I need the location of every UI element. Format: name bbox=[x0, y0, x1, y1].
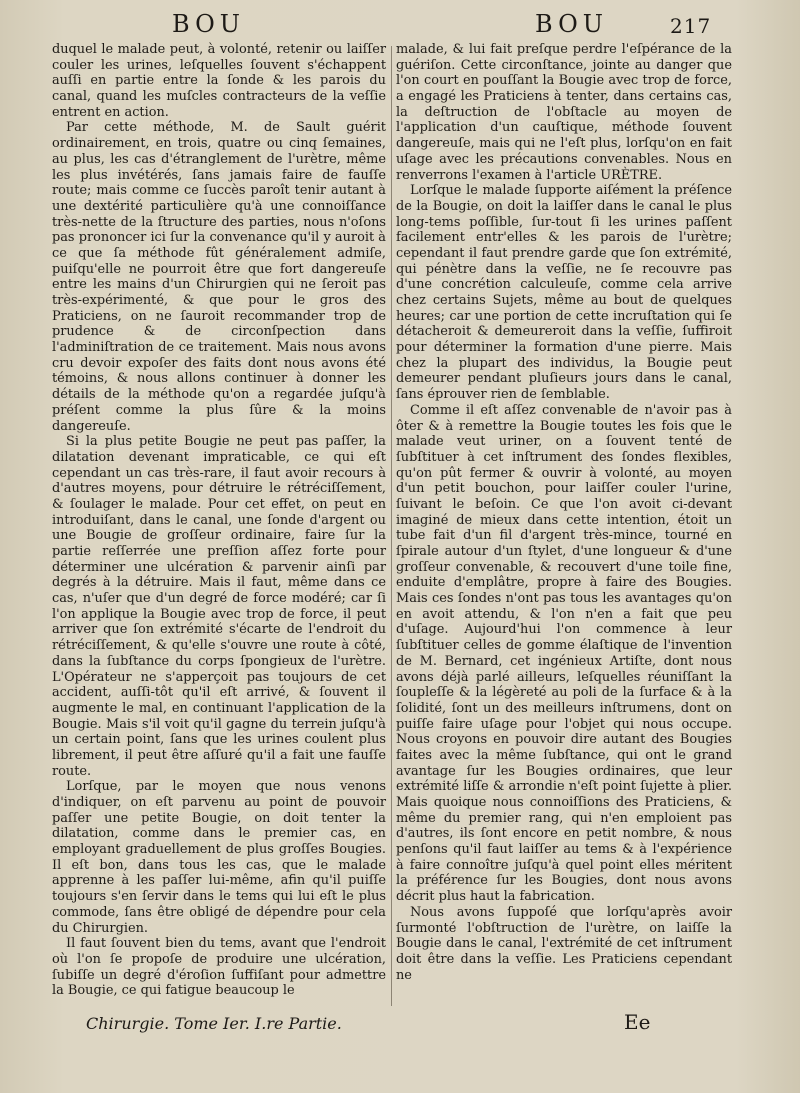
paragraph: Lorſque le malade ſupporte aiſément la préſence de la Bougie, on doit la laiſſer dans le canal le plus long-tems poſſible, ſur-tout ſi les urines paſſent facilement entr'elles & les parois de l'urètre; cependant il faut prendre garde que ſon extrémité, qui pénètre dans la veſſie, ne ſe recouvre pas d'une concrétion calculeuſe, comme cela arrive chez certains Sujets, même au bout de quelques heures; car une portion de cette incruſtation qui ſe détacheroit & demeureroit dans la veſſie, ſuffiroit pour déterminer la formation d'une pierre. Mais chez la plupart des individus, la Bougie peut demeurer pendant pluſieurs jours dans le canal, ſans éprouver rien de ſemblable. bbox=[396, 183, 732, 403]
signature-mark: Ee bbox=[624, 1010, 651, 1034]
paragraph: duquel le malade peut, à volonté, retenir ou laiſſer couler les urines, leſquelles ſouvent s'échappent auſſi en partie entre la ſonde & les parois du canal, quand les muſcles contracteurs de la veſſie entrent en action. bbox=[52, 42, 386, 120]
page-number: 217 bbox=[670, 14, 712, 38]
running-head-right: BOU bbox=[535, 10, 608, 38]
paragraph: Si la plus petite Bougie ne peut pas paſſer, la dilatation devenant impraticable, ce qui eſt cependant un cas très-rare, il faut avoir recours à d'autres moyens, pour détruire le rétréciſſement, & ſoulager le malade. Pour cet effet, on peut en introduiſant, dans le canal, une ſonde d'argent ou une Bougie de groſſeur ordinaire, faire ſur la partie reſſerrée une preſſion aſſez forte pour déterminer une ulcération & parvenir ainſi par degrés à la détruire. Mais il faut, même dans ce cas, n'uſer que d'un degré de force modéré; car ſi l'on applique la Bougie avec trop de force, il peut arriver que ſon extrémité s'écarte de l'endroit du rétréciſſement, & qu'elle s'ouvre une route à côté, dans la ſubſtance du corps ſpongieux de l'urètre. L'Opérateur ne s'apperçoit pas toujours de cet accident, auſſi-tôt qu'il eſt arrivé, & ſouvent il augmente le mal, en continuant l'application de la Bougie. Mais s'il voit qu'il gagne du terrein juſqu'à un certain point, ſans que les urines coulent plus librement, il peut être aſſuré qu'il a fait une fauſſe route. bbox=[52, 434, 386, 779]
paragraph: malade, & lui fait preſque perdre l'eſpérance de la guériſon. Cette circonſtance, jointe au danger que l'on court en pouſſant la Bougie avec trop de force, a engagé les Praticiens à tenter, dans certains cas, la deſtruction de l'obſtacle au moyen de l'application d'un cauſtique, méthode ſouvent dangereuſe, mais qui ne l'eſt plus, lorſqu'on en fait uſage avec les précautions convenables. Nous en renverrons l'examen à l'article URÈTRE. bbox=[396, 42, 732, 183]
column-divider bbox=[391, 46, 392, 1006]
right-column bbox=[396, 42, 732, 983]
paragraph: Par cette méthode, M. de Sault guérit ordinairement, en trois, quatre ou cinq ſemaines, au plus, les cas d'étranglement de l'urètre, même les plus invétérés, ſans jamais faire de fauſſe route; mais comme ce ſuccès paroît tenir autant à une dextérité particulière qu'à une connoiſſance très-nette de la ſtructure des parties, nous n'oſons pas prononcer ici ſur la convenance qu'il y auroit à ce que ſa méthode fût généralement admiſe, puiſqu'elle ne pourroit être que fort dangereuſe entre les mains d'un Chirurgien qui ne ſeroit pas très-expérimenté, & que pour le gros des Praticiens, on ne ſauroit recommander trop de prudence & de circonſpection dans l'adminiſtration de ce traitement. Mais nous avons cru devoir expoſer des faits dont nous avons été témoins, & nous allons continuer à donner les détails de la méthode qu'on a regardée juſqu'à préſent comme la plus ſûre & la moins dangereuſe. bbox=[52, 120, 386, 434]
paragraph: Lorſque, par le moyen que nous venons d'indiquer, on eſt parvenu au point de pouvoir paſſer une petite Bougie, on doit tenter la dilatation, comme dans le premier cas, en employant graduellement de plus groſſes Bougies. Il eſt bon, dans tous les cas, que le malade apprenne à les paſſer lui-même, afin qu'il puiſſe toujours s'en ſervir dans le tems qui lui eſt le plus commode, ſans être obligé de dépendre pour cela du Chirurgien. bbox=[52, 779, 386, 936]
paragraph: Comme il eſt aſſez convenable de n'avoir pas à ôter & à remettre la Bougie toutes les fois que le malade veut uriner, on a ſouvent tenté de ſubſtituer à cet inſtrument des ſondes flexibles, qu'on pût fermer & ouvrir à volonté, au moyen d'un petit bouchon, pour laiſſer couler l'urine, ſuivant le beſoin. Ce que l'on avoit ci-devant imaginé de mieux dans cette intention, étoit un tube fait d'un fil d'argent très-mince, tourné en ſpirale autour d'un ſtylet, d'une longueur & d'une groſſeur convenable, & recouvert d'une toile fine, enduite d'emplâtre, propre à faire des Bougies. Mais ces ſondes n'ont pas tous les avantages qu'on en avoit attendu, & l'on n'en a fait que peu d'uſage. Aujourd'hui l'on commence à leur ſubſtituer celles de gomme élaſtique de l'invention de M. Bernard, cet ingénieux Artiſte, dont nous avons déjà parlé ailleurs, leſquelles réuniſſant la ſoupleſſe & la légèreté au poli de la ſurface & à la ſolidité, ſont un des meilleurs inſtrumens, dont on puiſſe faire uſage pour l'objet qui nous occupe. Nous croyons en pouvoir dire autant des Bougies faites avec la même ſubſtance, qui ont le grand avantage ſur les Bougies ordinaires, que leur extrémité liſſe & arrondie n'eſt point ſujette à plier. Mais quoique nous connoiſſions des Praticiens, & même du premier rang, qui n'en emploient pas d'autres, ils ſont encore en petit nombre, & nous penſons qu'il faut laiſſer au tems & à l'expérience à faire connoître juſqu'à quel point elles méritent la préférence ſur les Bougies, dont nous avons décrit plus haut la fabrication. bbox=[396, 402, 732, 905]
paragraph: Il faut ſouvent bien du tems, avant que l'endroit où l'on ſe propoſe de produire une ulcération, ſubiſſe un degré d'éroſion ſuffiſant pour admettre la Bougie, ce qui fatigue beaucoup le bbox=[52, 936, 386, 999]
paragraph: Nous avons ſuppoſé que lorſqu'après avoir ſurmonté l'obſtruction de l'urètre, on laiſſe la Bougie dans le canal, l'extrémité de cet inſtrument doit être dans la veſſie. Les Praticiens cependant ne bbox=[396, 904, 732, 983]
page-footer bbox=[0, 1010, 800, 1040]
running-head-left: BOU bbox=[172, 10, 245, 38]
left-column bbox=[52, 42, 386, 999]
volume-reference: Chirurgie. Tome Ier. I.re Partie. bbox=[86, 1014, 342, 1033]
running-head bbox=[0, 10, 800, 46]
